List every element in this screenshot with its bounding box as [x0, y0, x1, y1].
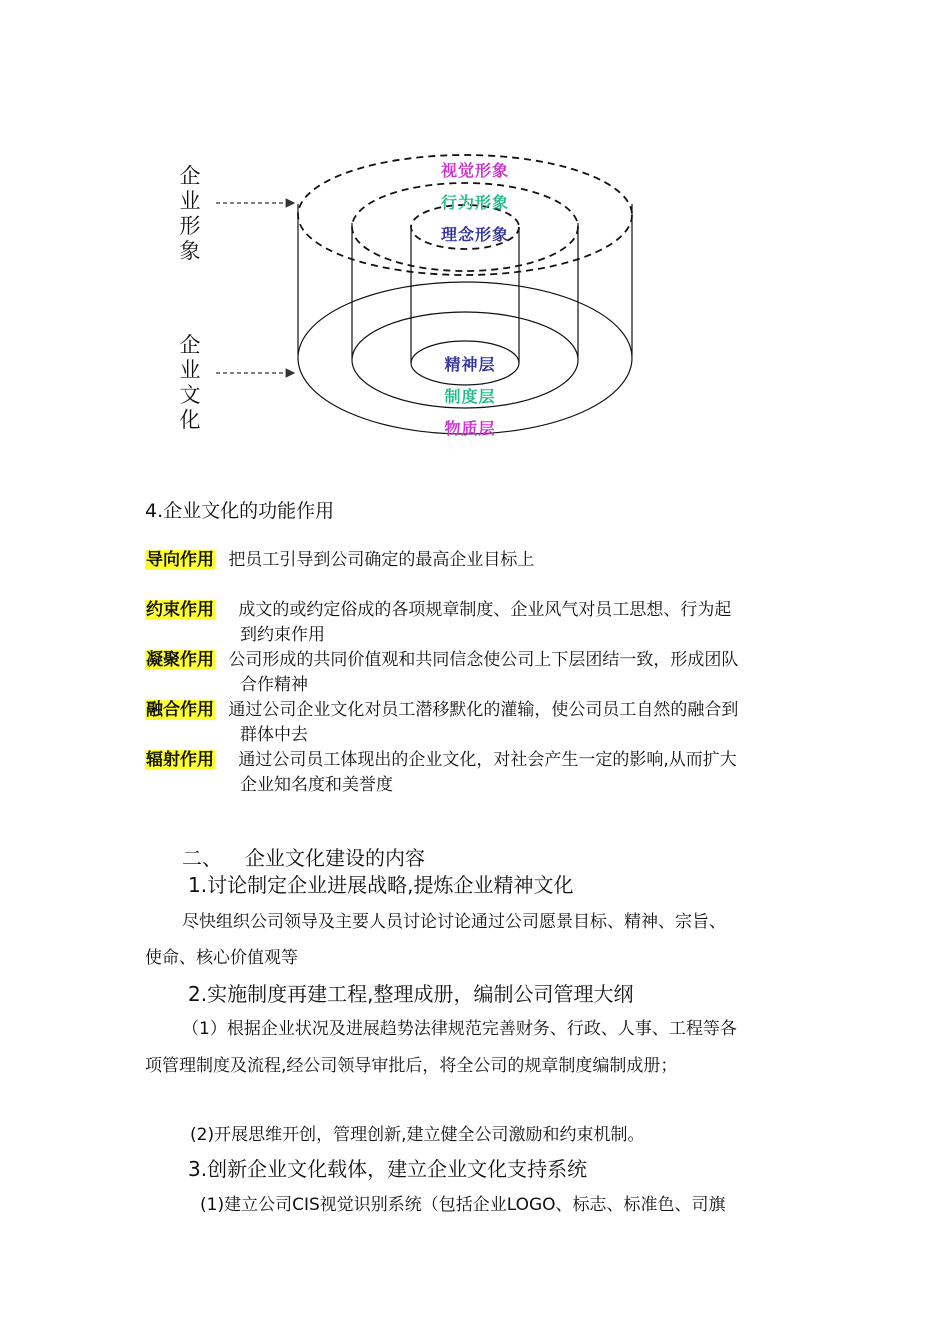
s1-text-line1: 尽快组织公司领导及主要人员讨论讨论通过公司愿景目标、精神、宗旨、	[182, 912, 726, 932]
function-desc: 通过公司企业文化对员工潜移默化的灌输，使公司员工自然的融合到	[228, 700, 739, 720]
enterprise-culture-label: 企业文化	[179, 333, 201, 432]
function-item-cohesion	[145, 648, 738, 673]
function-tag: 融合作用	[146, 700, 214, 720]
section4-heading: 4.企业文化的功能作用	[145, 500, 335, 522]
material-layer-label: 物质层	[444, 419, 496, 438]
s3-p1: (1)建立公司CIS视觉识别系统（包括企业LOGO、标志、标准色、司旗	[200, 1195, 726, 1215]
s2-p1-line1: （1）根据企业状况及进展趋势法律规范完善财务、行政、人事、工程等各	[182, 1019, 737, 1039]
visual-image-label: 视觉形象	[440, 161, 509, 180]
behavior-image-label: 行为形象	[440, 193, 509, 212]
function-tag: 凝聚作用	[146, 650, 214, 670]
s2-p2: (2)开展思维开创，管理创新,建立健全公司激励和约束机制。	[190, 1125, 645, 1145]
function-tag: 辐射作用	[146, 750, 214, 770]
function-item-constraint	[145, 598, 731, 623]
system-layer-label: 制度层	[444, 387, 496, 406]
concept-image-label: 理念形象	[440, 225, 509, 244]
function-item-guide	[145, 548, 534, 573]
part2-number: 二、	[182, 846, 222, 870]
function-item-radiation	[145, 748, 737, 773]
function-item-integration	[145, 698, 738, 723]
part2-title: 企业文化建设的内容	[245, 846, 425, 870]
function-desc: 成文的或约定俗成的各项规章制度、企业风气对员工思想、行为起	[238, 600, 732, 620]
function-desc-cont: 合作精神	[240, 675, 308, 695]
s1-text-line2: 使命、核心价值观等	[145, 948, 298, 968]
function-desc: 把员工引导到公司确定的最高企业目标上	[228, 550, 535, 570]
function-desc-cont: 到约束作用	[240, 625, 325, 645]
function-desc-cont: 企业知名度和美誉度	[240, 775, 393, 795]
s2-heading: 2.实施制度再建工程,整理成册，编制公司管理大纲	[188, 982, 634, 1006]
s3-heading: 3.创新企业文化载体，建立企业文化支持系统	[188, 1157, 588, 1181]
function-desc: 通过公司员工体现出的企业文化，对社会产生一定的影响,从而扩大	[238, 750, 737, 770]
function-desc: 公司形成的共同价值观和共同信念使公司上下层团结一致，形成团队	[228, 650, 739, 670]
s2-p1-line2: 项管理制度及流程,经公司领导审批后，将全公司的规章制度编制成册；	[145, 1056, 678, 1076]
function-tag: 约束作用	[146, 600, 214, 620]
function-tag: 导向作用	[146, 550, 214, 570]
spirit-layer-label: 精神层	[444, 355, 496, 374]
s1-heading: 1.讨论制定企业进展战略,提炼企业精神文化	[188, 873, 574, 897]
function-desc-cont: 群体中去	[240, 725, 308, 745]
enterprise-image-label: 企业形象	[179, 164, 201, 263]
